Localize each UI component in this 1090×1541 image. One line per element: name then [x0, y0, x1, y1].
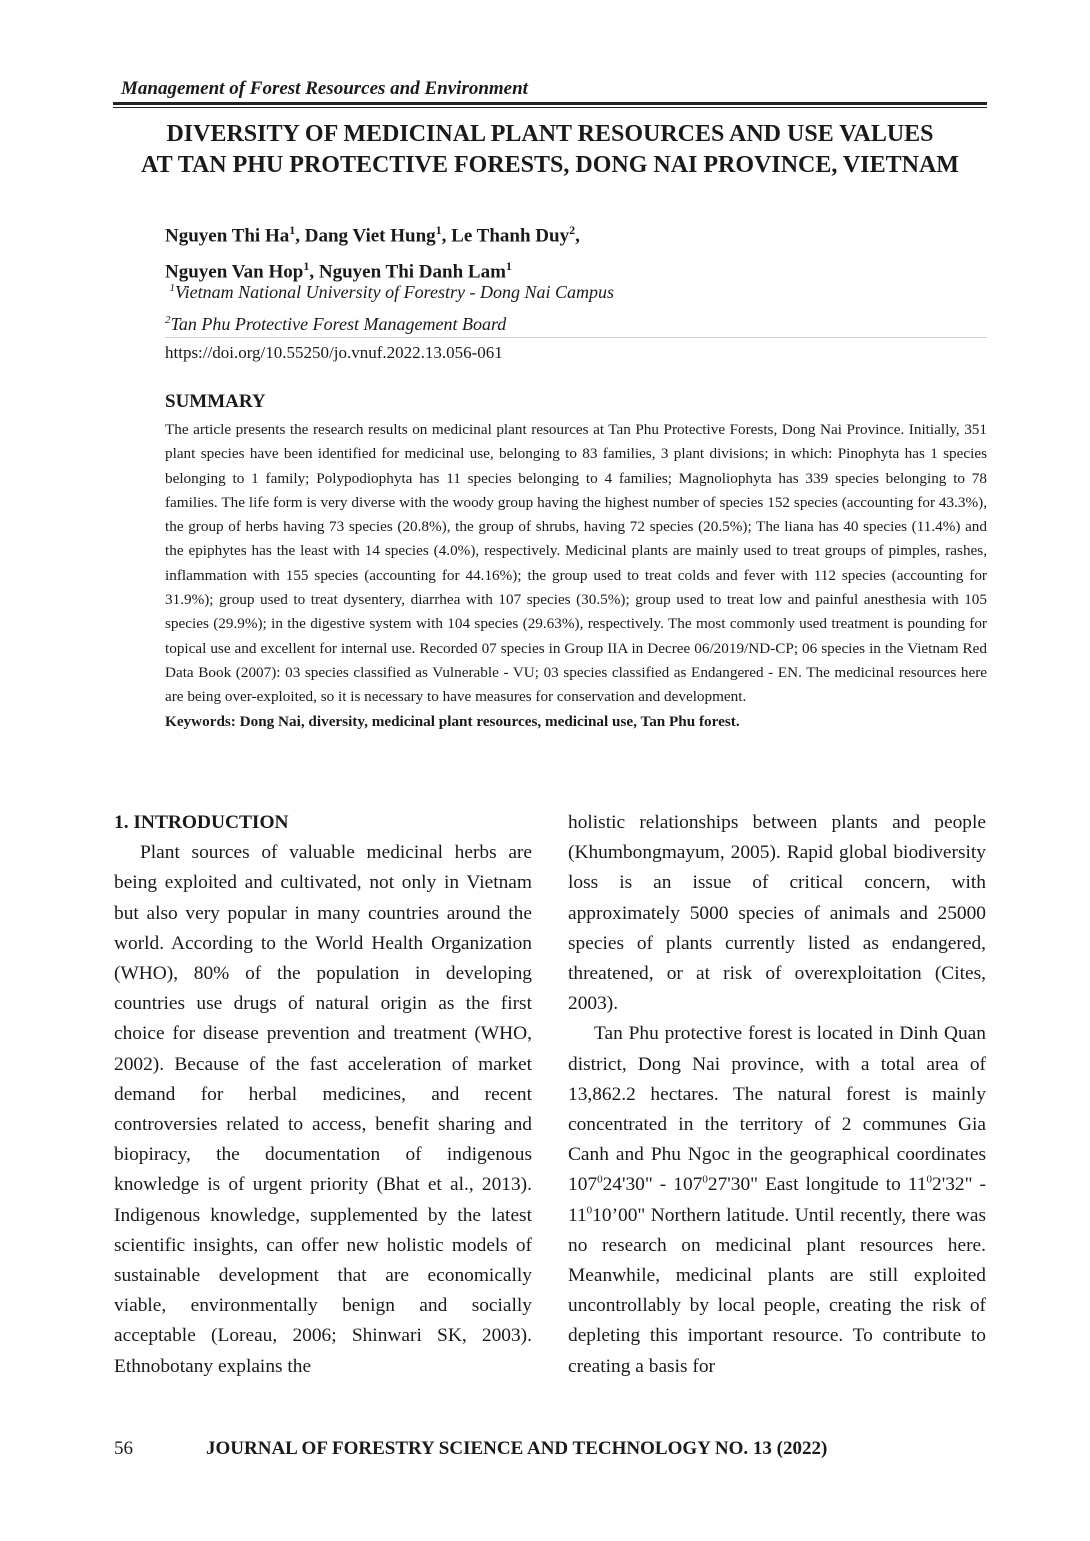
doi-link[interactable]: https://doi.org/10.55250/jo.vnuf.2022.13.056-061 [165, 343, 503, 362]
title-line-2: AT TAN PHU PROTECTIVE FORESTS, DONG NAI PROVINCE, VIETNAM [141, 152, 959, 178]
affiliation-1 [165, 274, 614, 306]
body-column-left [114, 808, 532, 1382]
text-run: Tan Phu protective forest is located in Dinh Quan district, Dong Nai province, with a total area of 13,862.2 hectares. The natural forest is mainly concentrated in the territory of 2 communes Gia Canh and Phu Ngoc in the geographical coordinates 107 [568, 1023, 986, 1196]
paper-title [100, 119, 1000, 181]
author-affiliation-mark: 1 [505, 259, 512, 274]
author-affiliation-mark: 2 [569, 223, 576, 237]
affiliation-2 [165, 306, 614, 338]
degree-mark: 0 [926, 1173, 933, 1186]
paragraph: Plant sources of valuable medicinal herbs are being exploited and cultivated, not only in Vietnam but also very popular in many countries around the world. According to the World Health Organization (WHO), 80% of the population in developing countries use drugs of natural origin as the first choice for disease prevention and treatment (WHO, 2002). Because of the fast acceleration of market demand for herbal medicines, and recent controversies related to access, benefit sharing and biopiracy, the documentation of indigenous knowledge is of urgent priority (Bhat et al., 2013). Indigenous knowledge, supplemented by the latest scientific insights, can offer new holistic models of sustainable development that are economically viable, environmentally benign and socially acceptable (Loreau, 2006; Shinwari SK, 2003). Ethnobotany explains the [114, 842, 532, 1377]
header-rule-thin [113, 107, 987, 108]
running-head: Management of Forest Resources and Environment [121, 78, 528, 99]
affiliation-number: 2 [165, 314, 171, 326]
text-run: 24'30" - 107 [602, 1174, 703, 1196]
affiliation-number: 1 [169, 282, 175, 294]
section-heading-introduction: 1. INTRODUCTION [114, 812, 289, 833]
author-line-2: Nguyen Van Hop$^1$, Nguyen Thi Danh Lam$^1$ [165, 259, 512, 283]
text-run: 27'30" East longitude to 11 [707, 1174, 927, 1196]
summary-heading: SUMMARY [165, 391, 266, 412]
author-line-1: Nguyen Thi Ha$^1$, Dang Viet Hung$^1$, Le Thanh Duy$^2$, [165, 223, 580, 247]
doi-divider [165, 337, 987, 338]
author-affiliation-mark: 1 [289, 223, 296, 237]
keywords: Keywords: Dong Nai, diversity, medicinal plant resources, medicinal use, Tan Phu forest. [165, 712, 740, 730]
body-column-right [568, 808, 986, 1382]
affiliations [165, 274, 614, 338]
author-name: Dang Viet Hung [304, 225, 436, 247]
text-run: 10’00" Northern latitude. Until recently, there was no research on medicinal plant resources here. Meanwhile, medicinal plants are still exploited uncontrollably by local people, creating the risk of depleting this important resource. To contribute to creating a basis for [568, 1204, 986, 1377]
summary-abstract [165, 418, 987, 734]
affiliation-text: Tan Phu Protective Forest Management Board [170, 314, 507, 334]
title-line-1: DIVERSITY OF MEDICINAL PLANT RESOURCES AND USE VALUES [166, 121, 934, 147]
degree-mark: 0 [597, 1173, 603, 1186]
author-name: Nguyen Thi Danh Lam [318, 261, 506, 283]
journal-footer: JOURNAL OF FORESTRY SCIENCE AND TECHNOLOGY NO. 13 (2022) [206, 1438, 828, 1459]
degree-mark: 0 [702, 1173, 708, 1186]
author-affiliation-mark: 1 [435, 223, 442, 237]
affiliation-text: Vietnam National University of Forestry - Dong Nai Campus [175, 282, 614, 302]
header-rule-thick [113, 102, 987, 105]
paragraph: holistic relationships between plants and people (Khumbongmayum, 2005). Rapid global biodiversity loss is an issue of critical concern, with approximately 5000 species of animals and 25000 species of plants currently listed as endangered, threatened, or at risk of overexploitation (Cites, 2003). [568, 812, 986, 1015]
summary-text: The article presents the research results on medicinal plant resources at Tan Phu Protective Forests, Dong Nai Province. Initially, 351 plant species have been identified for medicinal use, belonging to 83 families, 3 plant divisions; in which: Pinophyta has 1 species belonging to 1 family; Polypodiophyta has 11 species belonging to 4 families; Magnoliophyta has 339 species belonging to 78 families. The life form is very diverse with the woody group having the highest number of species 152 species (accounting for 43.3%), the group of herbs having 73 species (20.8%), the group of shrubs, having 72 species (20.5%); The liana has 40 species (11.4%) and the epiphytes has the least with 14 species (4.0%), respectively. Medicinal plants are mainly used to treat groups of pimples, rashes, inflammation with 155 species (accounting for 44.16%); the group used to treat colds and fever with 112 species (accounting for 31.9%); group used to treat dysentery, diarrhea with 107 species (30.5%); group used to treat low and painful anesthesia with 105 species (29.9%); in the digestive system with 104 species (29.63%), respectively. The most commonly used treatment is pounding for topical use and excellent for internal use. Recorded 07 species in Group IIA in Decree 06/2019/ND-CP; 06 species in the Vietnam Red Data Book (2007): 03 species classified as Vulnerable - VU; 03 species classified as Endangered - EN. The medicinal resources here are being over-exploited, so it is necessary to have measures for conservation and development. [165, 421, 987, 706]
page-number: 56 [114, 1438, 133, 1459]
author-name: Le Thanh Duy [451, 225, 570, 247]
author-name: Nguyen Thi Ha [165, 225, 290, 247]
author-name: Nguyen Van Hop [165, 261, 304, 283]
text-run: 2'32" - 11 [568, 1174, 987, 1226]
degree-mark: 0 [586, 1204, 593, 1217]
author-affiliation-mark: 1 [303, 259, 310, 274]
paragraph [568, 1019, 986, 1381]
